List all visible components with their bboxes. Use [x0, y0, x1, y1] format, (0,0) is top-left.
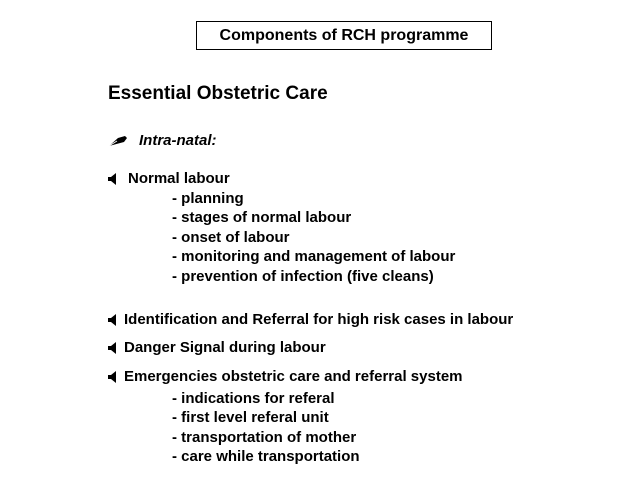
list-item: - planning: [172, 190, 244, 207]
list-item: - indications for referal: [172, 390, 335, 407]
normal-labour-sub-list: [172, 189, 455, 286]
section-label: Normal labour: [128, 170, 230, 187]
section-danger-signal: [108, 339, 326, 356]
list-item: - prevention of infection (five cleans): [172, 267, 434, 285]
section-heading: Essential Obstetric Care: [108, 83, 328, 104]
intra-natal-label: Intra-natal:: [139, 132, 217, 149]
list-item: - onset of labour: [172, 228, 290, 246]
section-label: Identification and Referral for high risk cases in labour: [124, 311, 514, 328]
pen-nib-icon: [108, 135, 128, 147]
list-item: - care while transportation: [172, 448, 360, 466]
list-item: - first level referal unit: [172, 409, 329, 427]
speaker-icon: [108, 314, 118, 326]
intra-natal-bullet: [108, 132, 217, 149]
slide-title-box: [196, 21, 492, 50]
speaker-icon: [108, 342, 118, 354]
section-label: Emergencies obstetric care and referral system: [124, 368, 463, 385]
speaker-icon: [108, 371, 118, 383]
list-item: - stages of normal labour: [172, 209, 352, 227]
emergencies-sub-list: [172, 389, 360, 467]
section-emergencies: [108, 368, 463, 385]
list-item: - transportation of mother: [172, 428, 357, 446]
slide-title: Components of RCH programme: [219, 26, 469, 44]
section-identification-referral: [108, 311, 513, 328]
section-normal-labour: [108, 170, 230, 187]
list-item: - monitoring and management of labour: [172, 248, 456, 266]
section-label: Danger Signal during labour: [124, 339, 326, 356]
speaker-icon: [108, 173, 118, 185]
